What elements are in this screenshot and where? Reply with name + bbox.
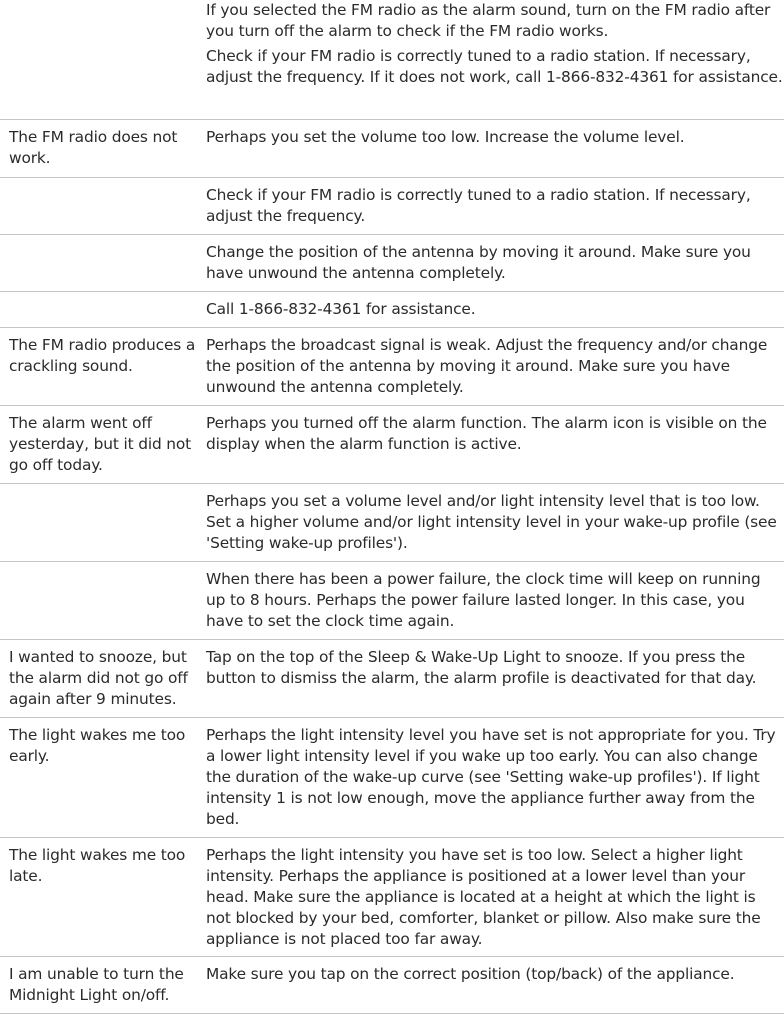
table-row: [0, 178, 784, 235]
solution-text: If you selected the FM radio as the alarm sound, turn on the FM radio after you turn off the alarm to check if the FM radio works.: [206, 1, 771, 40]
solution-cell: [206, 725, 784, 834]
solution-cell: [206, 0, 784, 92]
problem-cell: The light wakes me too late.: [9, 846, 186, 885]
solution-text: Make sure you tap on the correct position (top/back) of the appliance.: [206, 965, 735, 983]
table-row: [0, 562, 784, 640]
problem-cell: I wanted to snooze, but the alarm did not go off again after 9 minutes.: [9, 648, 188, 708]
problem-cell: The FM radio does not work.: [9, 128, 178, 167]
problem-cell: The light wakes me too early.: [9, 726, 186, 765]
solution-cell: [206, 569, 784, 636]
solution-text: Perhaps the light intensity you have set is too low. Select a higher light intensity. Perhaps the appliance is positioned at a lower level than your head. Make sure the appliance is located at a height at which the light is not blocked by your bed, comforter, blanket or pillow. Also make sure the appliance is not placed too far away.: [206, 846, 761, 948]
solution-cell: [206, 845, 784, 954]
table-row: [0, 640, 784, 718]
solution-cell: [206, 335, 784, 402]
solution-text: Perhaps the light intensity level you have set is not appropriate for you. Try a lower light intensity level if you wake up too early. You can also change the duration of the wake-up curve (see 'Setting wake-up profiles'). If light intensity 1 is not low enough, move the appliance further away from the bed.: [206, 726, 776, 828]
solution-text: Tap on the top of the Sleep & Wake-Up Light to snooze. If you press the button to dismiss the alarm, the alarm profile is deactivated for that day.: [206, 648, 757, 687]
solution-cell: [206, 413, 784, 459]
solution-text: Perhaps you set the volume too low. Increase the volume level.: [206, 128, 685, 146]
solution-text: Perhaps you turned off the alarm function. The alarm icon is visible on the display when the alarm function is active.: [206, 414, 767, 453]
problem-cell: The alarm went off yesterday, but it did not go off today.: [9, 414, 192, 474]
problem-cell: The FM radio produces a crackling sound.: [9, 336, 196, 375]
solution-cell: [206, 299, 784, 324]
table-row: [0, 120, 784, 178]
table-row: [0, 838, 784, 957]
solution-text: When there has been a power failure, the clock time will keep on running up to 8 hours. Perhaps the power failure lasted longer. In this case, you have to set the clock time again.: [206, 570, 761, 630]
solution-text: Perhaps the broadcast signal is weak. Adjust the frequency and/or change the position of the antenna by moving it around. Make sure you have unwound the antenna completely.: [206, 336, 768, 396]
solution-cell: [206, 242, 784, 288]
table-row: [0, 718, 784, 838]
solution-text: Change the position of the antenna by moving it around. Make sure you have unwound the antenna completely.: [206, 243, 751, 282]
table-row: [0, 328, 784, 406]
solution-text: Check if your FM radio is correctly tuned to a radio station. If necessary, adjust the frequency.: [206, 186, 751, 225]
solution-text: Call 1-866-832-4361 for assistance.: [206, 300, 476, 318]
table-row: [0, 292, 784, 328]
solution-cell: [206, 647, 784, 693]
solution-text: Perhaps you set a volume level and/or light intensity level that is too low. Set a higher volume and/or light intensity level in your wake-up profile (see 'Setting wake-up profiles').: [206, 492, 777, 552]
solution-cell: [206, 491, 784, 558]
table-row: [0, 235, 784, 292]
solution-cell: [206, 185, 784, 231]
table-row: [0, 406, 784, 484]
table-row: [0, 957, 784, 1014]
solution-cell: [206, 964, 784, 989]
problem-cell: I am unable to turn the Midnight Light on/off.: [9, 965, 184, 1004]
solution-text: Check if your FM radio is correctly tuned to a radio station. If necessary, adjust the frequency. If it does not work, call 1-866-832-4361 for assistance.: [206, 47, 783, 86]
table-row: [0, 484, 784, 562]
table-row: [0, 0, 784, 120]
solution-cell: [206, 127, 784, 152]
